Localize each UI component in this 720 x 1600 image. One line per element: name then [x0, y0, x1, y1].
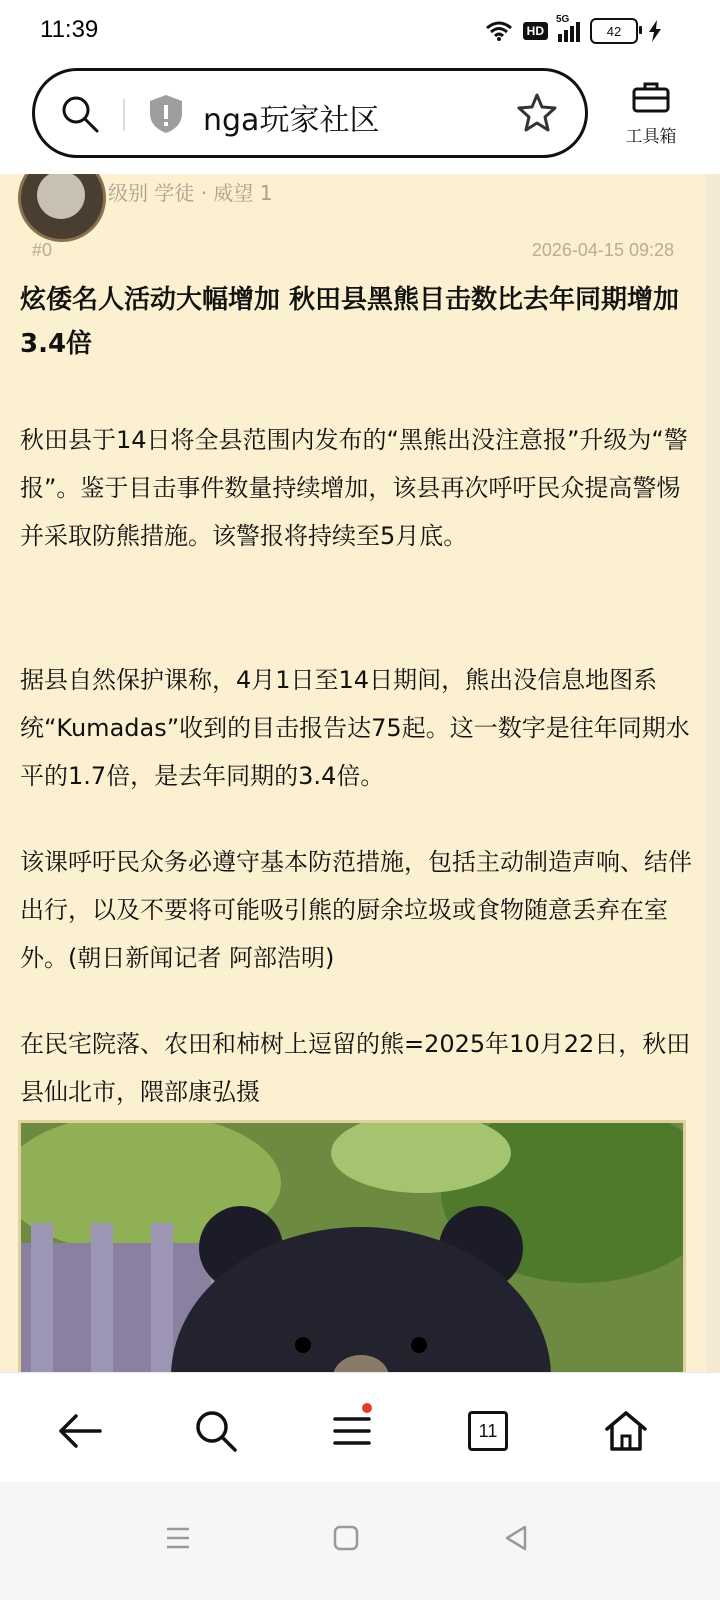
- search-icon: [193, 1408, 239, 1454]
- menu-button[interactable]: [322, 1401, 382, 1461]
- home-system-button[interactable]: [326, 1518, 366, 1558]
- home-icon: [603, 1409, 649, 1453]
- back-arrow-icon: [56, 1411, 104, 1451]
- status-icons: [485, 14, 662, 44]
- post-paragraph-3: 该课呼吁民众务必遵守基本防范措施，包括主动制造声响、结伴出行，以及不要将可能吸引熊的厨余垃圾或食物随意丢弃在室外。(朝日新闻记者 阿部浩明): [20, 848, 692, 972]
- post-content: [0, 174, 706, 1372]
- url-text[interactable]: nga玩家社区: [203, 103, 380, 138]
- bookmark-star-icon[interactable]: [515, 91, 559, 135]
- status-time: 11:39: [40, 16, 99, 43]
- battery-icon: [590, 18, 638, 44]
- scroll-track[interactable]: [706, 174, 720, 1372]
- back-system-button[interactable]: [496, 1518, 536, 1558]
- notification-dot: [362, 1403, 372, 1413]
- square-icon: [333, 1525, 359, 1551]
- system-nav-bar: [0, 1482, 720, 1600]
- back-button[interactable]: [50, 1401, 110, 1461]
- bottom-nav: [0, 1372, 720, 1483]
- wifi-icon: [485, 20, 513, 42]
- toolbox-button[interactable]: [606, 80, 696, 152]
- post-timestamp: 2026-04-15 09:28: [531, 240, 674, 260]
- post-number: #0: [32, 240, 53, 260]
- toolbox-icon: [631, 80, 671, 114]
- bear-photo[interactable]: [18, 1120, 686, 1372]
- address-divider: [123, 99, 125, 131]
- home-button[interactable]: [596, 1401, 656, 1461]
- menu-icon: [332, 1413, 372, 1449]
- post-paragraph-1: 秋田县于14日将全县范围内发布的“黑熊出没注意报”升级为“警报”。鉴于目击事件数量持续增加，该县再次呼吁民众提高警惕并采取防熊措施。该警报将持续至5月底。: [20, 426, 688, 550]
- triangle-back-icon: [503, 1524, 529, 1552]
- author-avatar[interactable]: [18, 174, 106, 242]
- shield-icon[interactable]: [147, 93, 185, 135]
- search-button[interactable]: [186, 1401, 246, 1461]
- author-level: 级别 学徒 · 威望 1: [108, 181, 273, 205]
- bear-photo-image: [21, 1123, 683, 1372]
- tabs-button[interactable]: [458, 1401, 518, 1461]
- battery-level: 42: [606, 23, 622, 39]
- signal-icon: 5G: [558, 20, 580, 42]
- recent-apps-button[interactable]: [158, 1518, 198, 1558]
- post-title: 炫倭名人活动大幅增加 秋田县黑熊目击数比去年同期增加3.4倍: [20, 285, 680, 359]
- hd-badge: HD: [523, 22, 548, 40]
- post-paragraph-2: 据县自然保护课称，4月1日至14日期间，熊出没信息地图系统“Kumadas”收到的目击报告达75起。这一数字是往年同期水平的1.7倍，是去年同期的3.4倍。: [20, 666, 690, 790]
- tabs-count: 11: [468, 1411, 508, 1451]
- search-icon[interactable]: [59, 93, 101, 135]
- address-bar[interactable]: [32, 68, 588, 158]
- toolbox-label: 工具箱: [625, 127, 677, 147]
- recent-apps-icon: [165, 1526, 191, 1550]
- status-bar: [0, 0, 720, 64]
- charging-icon: [648, 20, 662, 42]
- photo-caption: 在民宅院落、农田和柿树上逗留的熊=2025年10月22日，秋田县仙北市，隈部康弘摄: [20, 1030, 691, 1106]
